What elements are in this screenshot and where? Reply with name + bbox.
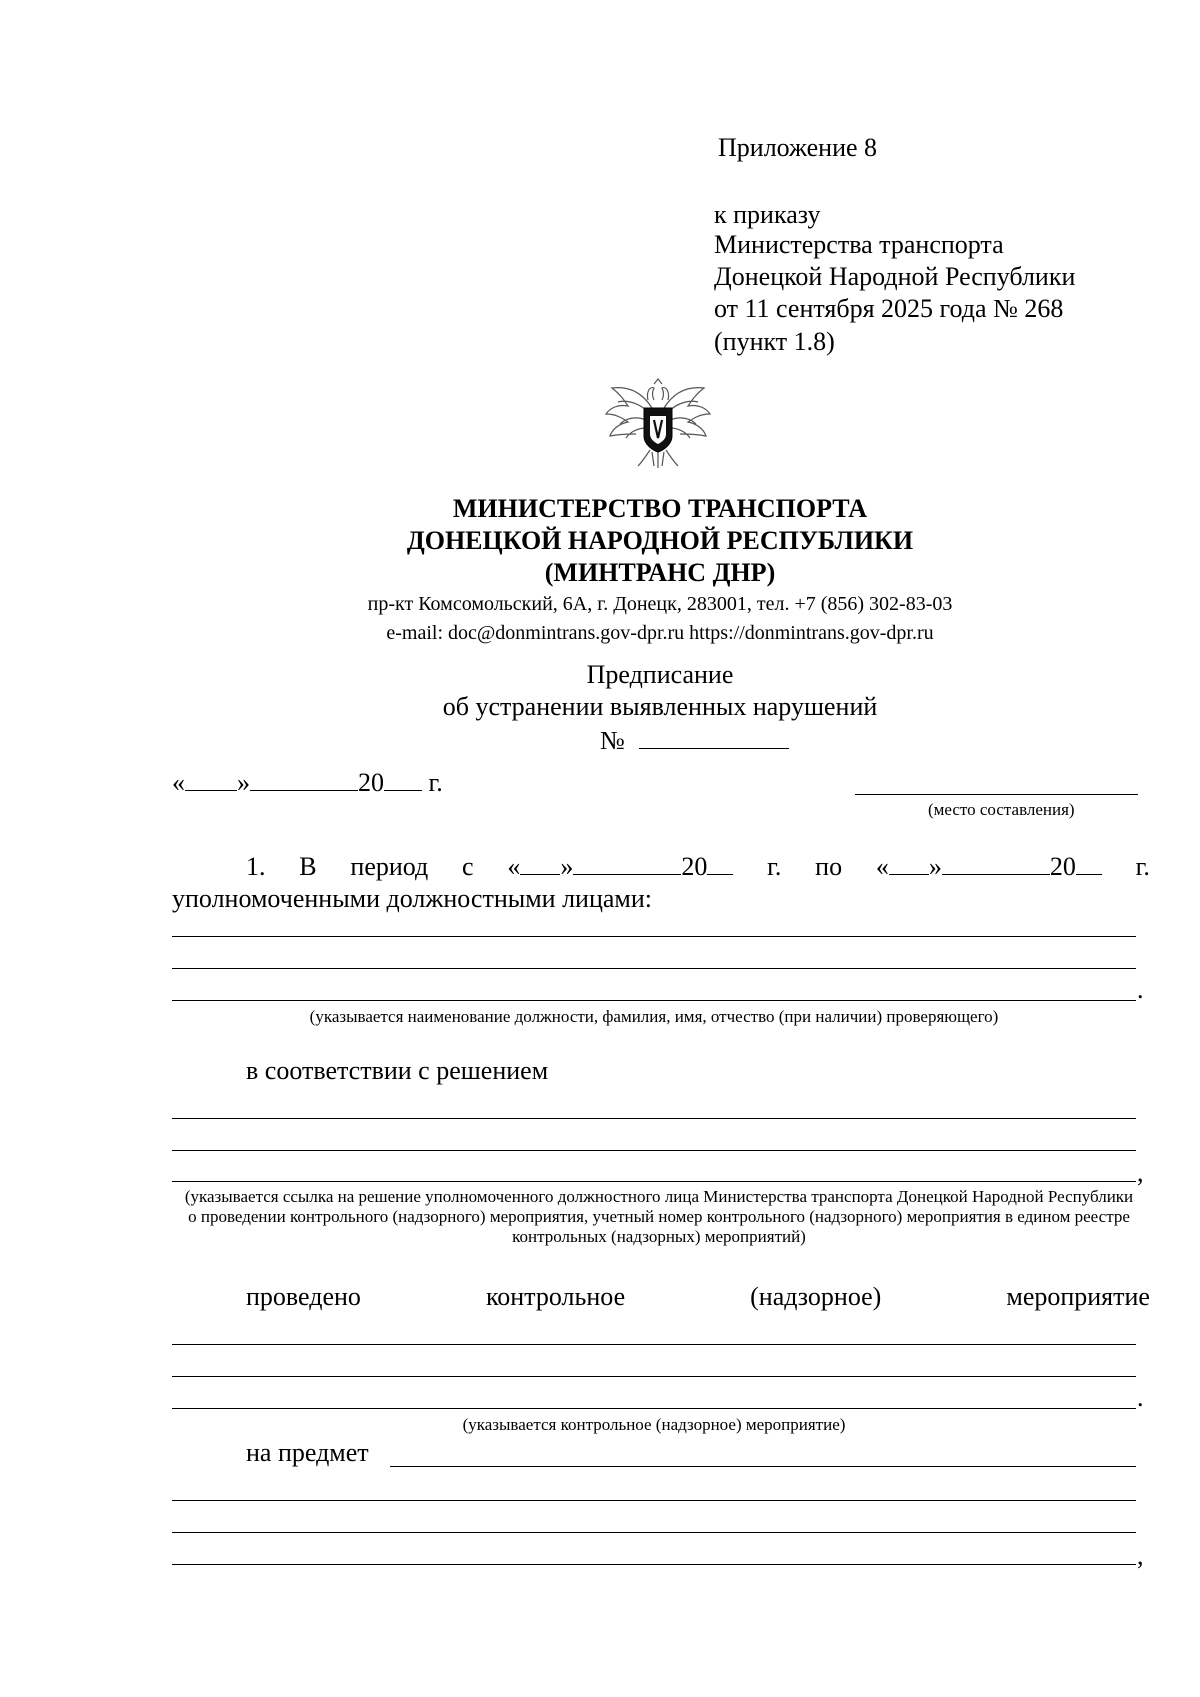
date-field (172, 766, 443, 798)
period-end-day[interactable] (889, 850, 929, 875)
appendix-title: Приложение 8 (718, 133, 878, 162)
quote-open: « (875, 852, 889, 881)
doc-title: Предписание (586, 660, 734, 689)
officials-line[interactable] (172, 968, 1136, 969)
quote-close: » (928, 852, 942, 881)
appendix-line-date: от 11 сентября 2025 года № 268 (714, 294, 1064, 323)
officials-line[interactable] (172, 1000, 1136, 1001)
year-suffix: г. (1135, 852, 1150, 881)
measure-line[interactable] (172, 1376, 1136, 1377)
quote-close: » (237, 768, 250, 797)
measure-end-mark: . (1137, 1383, 1144, 1412)
year-suffix: г. (428, 768, 443, 797)
subject-end-mark: , (1137, 1541, 1144, 1570)
period-end-month[interactable] (942, 850, 1050, 875)
quote-open: « (172, 768, 185, 797)
period-word: с (462, 852, 474, 881)
conducted-row (246, 1282, 1150, 1312)
period-word: В (299, 852, 317, 881)
decision-line[interactable] (172, 1181, 1136, 1182)
officials-end-mark: . (1137, 975, 1144, 1004)
year-field[interactable] (384, 766, 422, 791)
org-short-name: (МИНТРАНС ДНР) (544, 558, 776, 587)
doc-number-field[interactable] (639, 724, 789, 749)
appendix-line-republic: Донецкой Народной Республики (714, 262, 1076, 291)
decision-label: в соответствии с решением (246, 1056, 549, 1085)
appendix-line-ministry: Министерства транспорта (714, 230, 1004, 259)
year-prefix: 20 (358, 768, 384, 797)
subject-label: на предмет (246, 1438, 369, 1467)
decision-caption: (указывается ссылка на решение уполномоченного должностного лица Министерства транспорта Донецкой Народной Республики о проведении контрольного (надзорного) мероприятия, учетный номер контрольного (надзорного) мероприятия в едином реестре контрольных (надзорных) мероприятий) (184, 1187, 1134, 1246)
measure-caption: (указывается контрольное (надзорное) мероприятие) (462, 1415, 846, 1434)
subject-line[interactable] (390, 1466, 1136, 1467)
doc-subtitle: об устранении выявленных нарушений (442, 692, 878, 721)
quote-close: » (560, 852, 574, 881)
year-prefix: 20 (1049, 852, 1076, 881)
conducted-word: мероприятие (1006, 1282, 1150, 1311)
quote-open: « (507, 852, 521, 881)
conducted-word: контрольное (485, 1282, 626, 1311)
subject-line[interactable] (172, 1564, 1136, 1565)
day-field[interactable] (185, 766, 237, 791)
conducted-word: (надзорное) (750, 1282, 882, 1311)
item-number: 1. (246, 852, 266, 881)
org-name-line2: ДОНЕЦКОЙ НАРОДНОЙ РЕСПУБЛИКИ (406, 526, 914, 555)
measure-line[interactable] (172, 1408, 1136, 1409)
subject-line[interactable] (172, 1500, 1136, 1501)
appendix-line-order: к приказу (714, 200, 821, 229)
place-field[interactable] (855, 794, 1138, 795)
period-start-year[interactable] (707, 850, 733, 875)
period-end-year[interactable] (1076, 850, 1102, 875)
period-start-month[interactable] (573, 850, 681, 875)
officials-caption: (указывается наименование должности, фамилия, имя, отчество (при наличии) проверяющего) (309, 1007, 999, 1026)
conducted-word: проведено (246, 1282, 361, 1311)
org-name-line1: МИНИСТЕРСТВО ТРАНСПОРТА (452, 494, 868, 523)
decision-end-mark: , (1137, 1158, 1144, 1187)
officials-line[interactable] (172, 936, 1136, 937)
decision-line[interactable] (172, 1150, 1136, 1151)
year-prefix: 20 (681, 852, 708, 881)
org-contacts: e-mail: doc@donmintrans.gov-dpr.ru https://donmintrans.gov-dpr.ru (386, 622, 934, 644)
period-start-day[interactable] (520, 850, 560, 875)
number-sign: № (600, 726, 625, 755)
year-suffix: г. (767, 852, 782, 881)
doc-number-row (600, 724, 789, 756)
period-row (172, 850, 1150, 882)
place-caption: (место составления) (928, 800, 1075, 819)
period-word: по (815, 852, 843, 881)
decision-line[interactable] (172, 1118, 1136, 1119)
org-address: пр-кт Комсомольский, 6А, г. Донецк, 283001, тел. +7 (856) 302-83-03 (367, 593, 953, 615)
coat-of-arms-icon (602, 378, 714, 470)
appendix-line-point: (пункт 1.8) (714, 327, 835, 356)
measure-line[interactable] (172, 1344, 1136, 1345)
month-field[interactable] (250, 766, 358, 791)
subject-line[interactable] (172, 1532, 1136, 1533)
period-word: период (350, 852, 429, 881)
officials-label: уполномоченными должностными лицами: (172, 884, 652, 913)
